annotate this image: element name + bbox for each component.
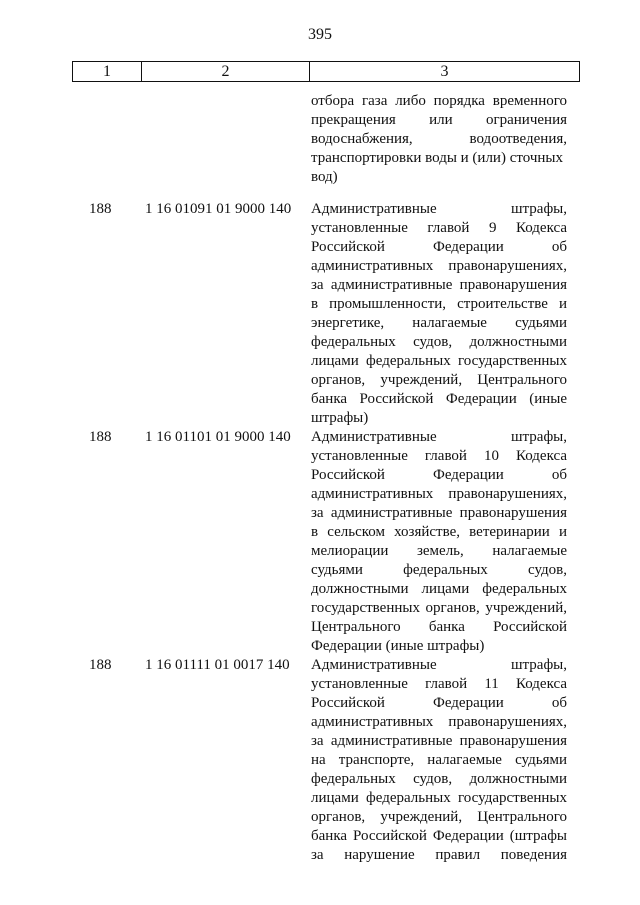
column-header-1: 1 (73, 62, 142, 81)
description-line: федеральных судов, должностными (311, 771, 567, 787)
description-line: в промышленности, строительстве и (311, 296, 567, 312)
description-line: за административные правонарушения (311, 733, 567, 749)
column-header-2: 2 (142, 62, 310, 81)
kbk-code: 1 16 01101 01 9000 140 (145, 429, 291, 445)
description-line: Административные штрафы, (311, 201, 567, 217)
description-line: прекращения или ограничения (311, 112, 567, 128)
admin-code: 188 (89, 657, 112, 673)
description-line: Российской Федерации об (311, 239, 567, 255)
description-line: Административные штрафы, (311, 429, 567, 445)
column-header-3: 3 (440, 63, 449, 80)
continuation-description (311, 92, 567, 187)
page-number: 395 (308, 26, 332, 43)
description-line: банка Российской Федерации (штрафы (311, 828, 567, 844)
description-line: административных правонарушениях, (311, 258, 567, 274)
description-line: на транспорте, налагаемые судьями (311, 752, 567, 768)
description-line: органов, учреждений, Центрального (311, 372, 567, 388)
description-line: Российской Федерации об (311, 467, 567, 483)
description-line: Российской Федерации об (311, 695, 567, 711)
description-line: водоснабжения, водоотведения, (311, 131, 567, 147)
description-line: установленные главой 11 Кодекса (311, 676, 567, 692)
description-line: вод) (311, 169, 338, 185)
description-line: за административные правонарушения (311, 277, 567, 293)
description-line: за административные правонарушения (311, 505, 567, 521)
description-line: лицами федеральных государственных (311, 353, 567, 369)
income-description (311, 428, 567, 656)
description-line: мелиорации земель, налагаемые (311, 543, 567, 559)
income-description (311, 200, 567, 428)
description-line: установленные главой 9 Кодекса (311, 220, 567, 236)
admin-code: 188 (89, 201, 112, 217)
admin-code: 188 (89, 429, 112, 445)
description-line: государственных органов, учреждений, (311, 600, 567, 616)
income-description (311, 656, 567, 865)
description-line: административных правонарушениях, (311, 714, 567, 730)
description-line: должностными лицами федеральных (311, 581, 567, 597)
description-line: отбора газа либо порядка временного (311, 93, 567, 109)
description-line: в сельском хозяйстве, ветеринарии и (311, 524, 567, 540)
description-line: Федерации (иные штрафы) (311, 638, 485, 654)
kbk-code: 1 16 01111 01 0017 140 (145, 657, 290, 673)
description-line: лицами федеральных государственных (311, 790, 567, 806)
description-line: Административные штрафы, (311, 657, 567, 673)
description-line: административных правонарушениях, (311, 486, 567, 502)
description-line: транспортировки воды и (или) сточных (311, 150, 563, 166)
table-column-header (72, 61, 580, 82)
description-line: банка Российской Федерации (иные (311, 391, 567, 407)
description-line: Центрального банка Российской (311, 619, 567, 635)
description-line: энергетике, налагаемые судьями (311, 315, 567, 331)
description-line: за нарушение правил поведения (311, 847, 567, 863)
description-line: штрафы) (311, 410, 369, 426)
description-line: судьями федеральных судов, (311, 562, 567, 578)
description-line: федеральных судов, должностными (311, 334, 567, 350)
description-line: органов, учреждений, Центрального (311, 809, 567, 825)
kbk-code: 1 16 01091 01 9000 140 (145, 201, 292, 217)
description-line: установленные главой 10 Кодекса (311, 448, 567, 464)
